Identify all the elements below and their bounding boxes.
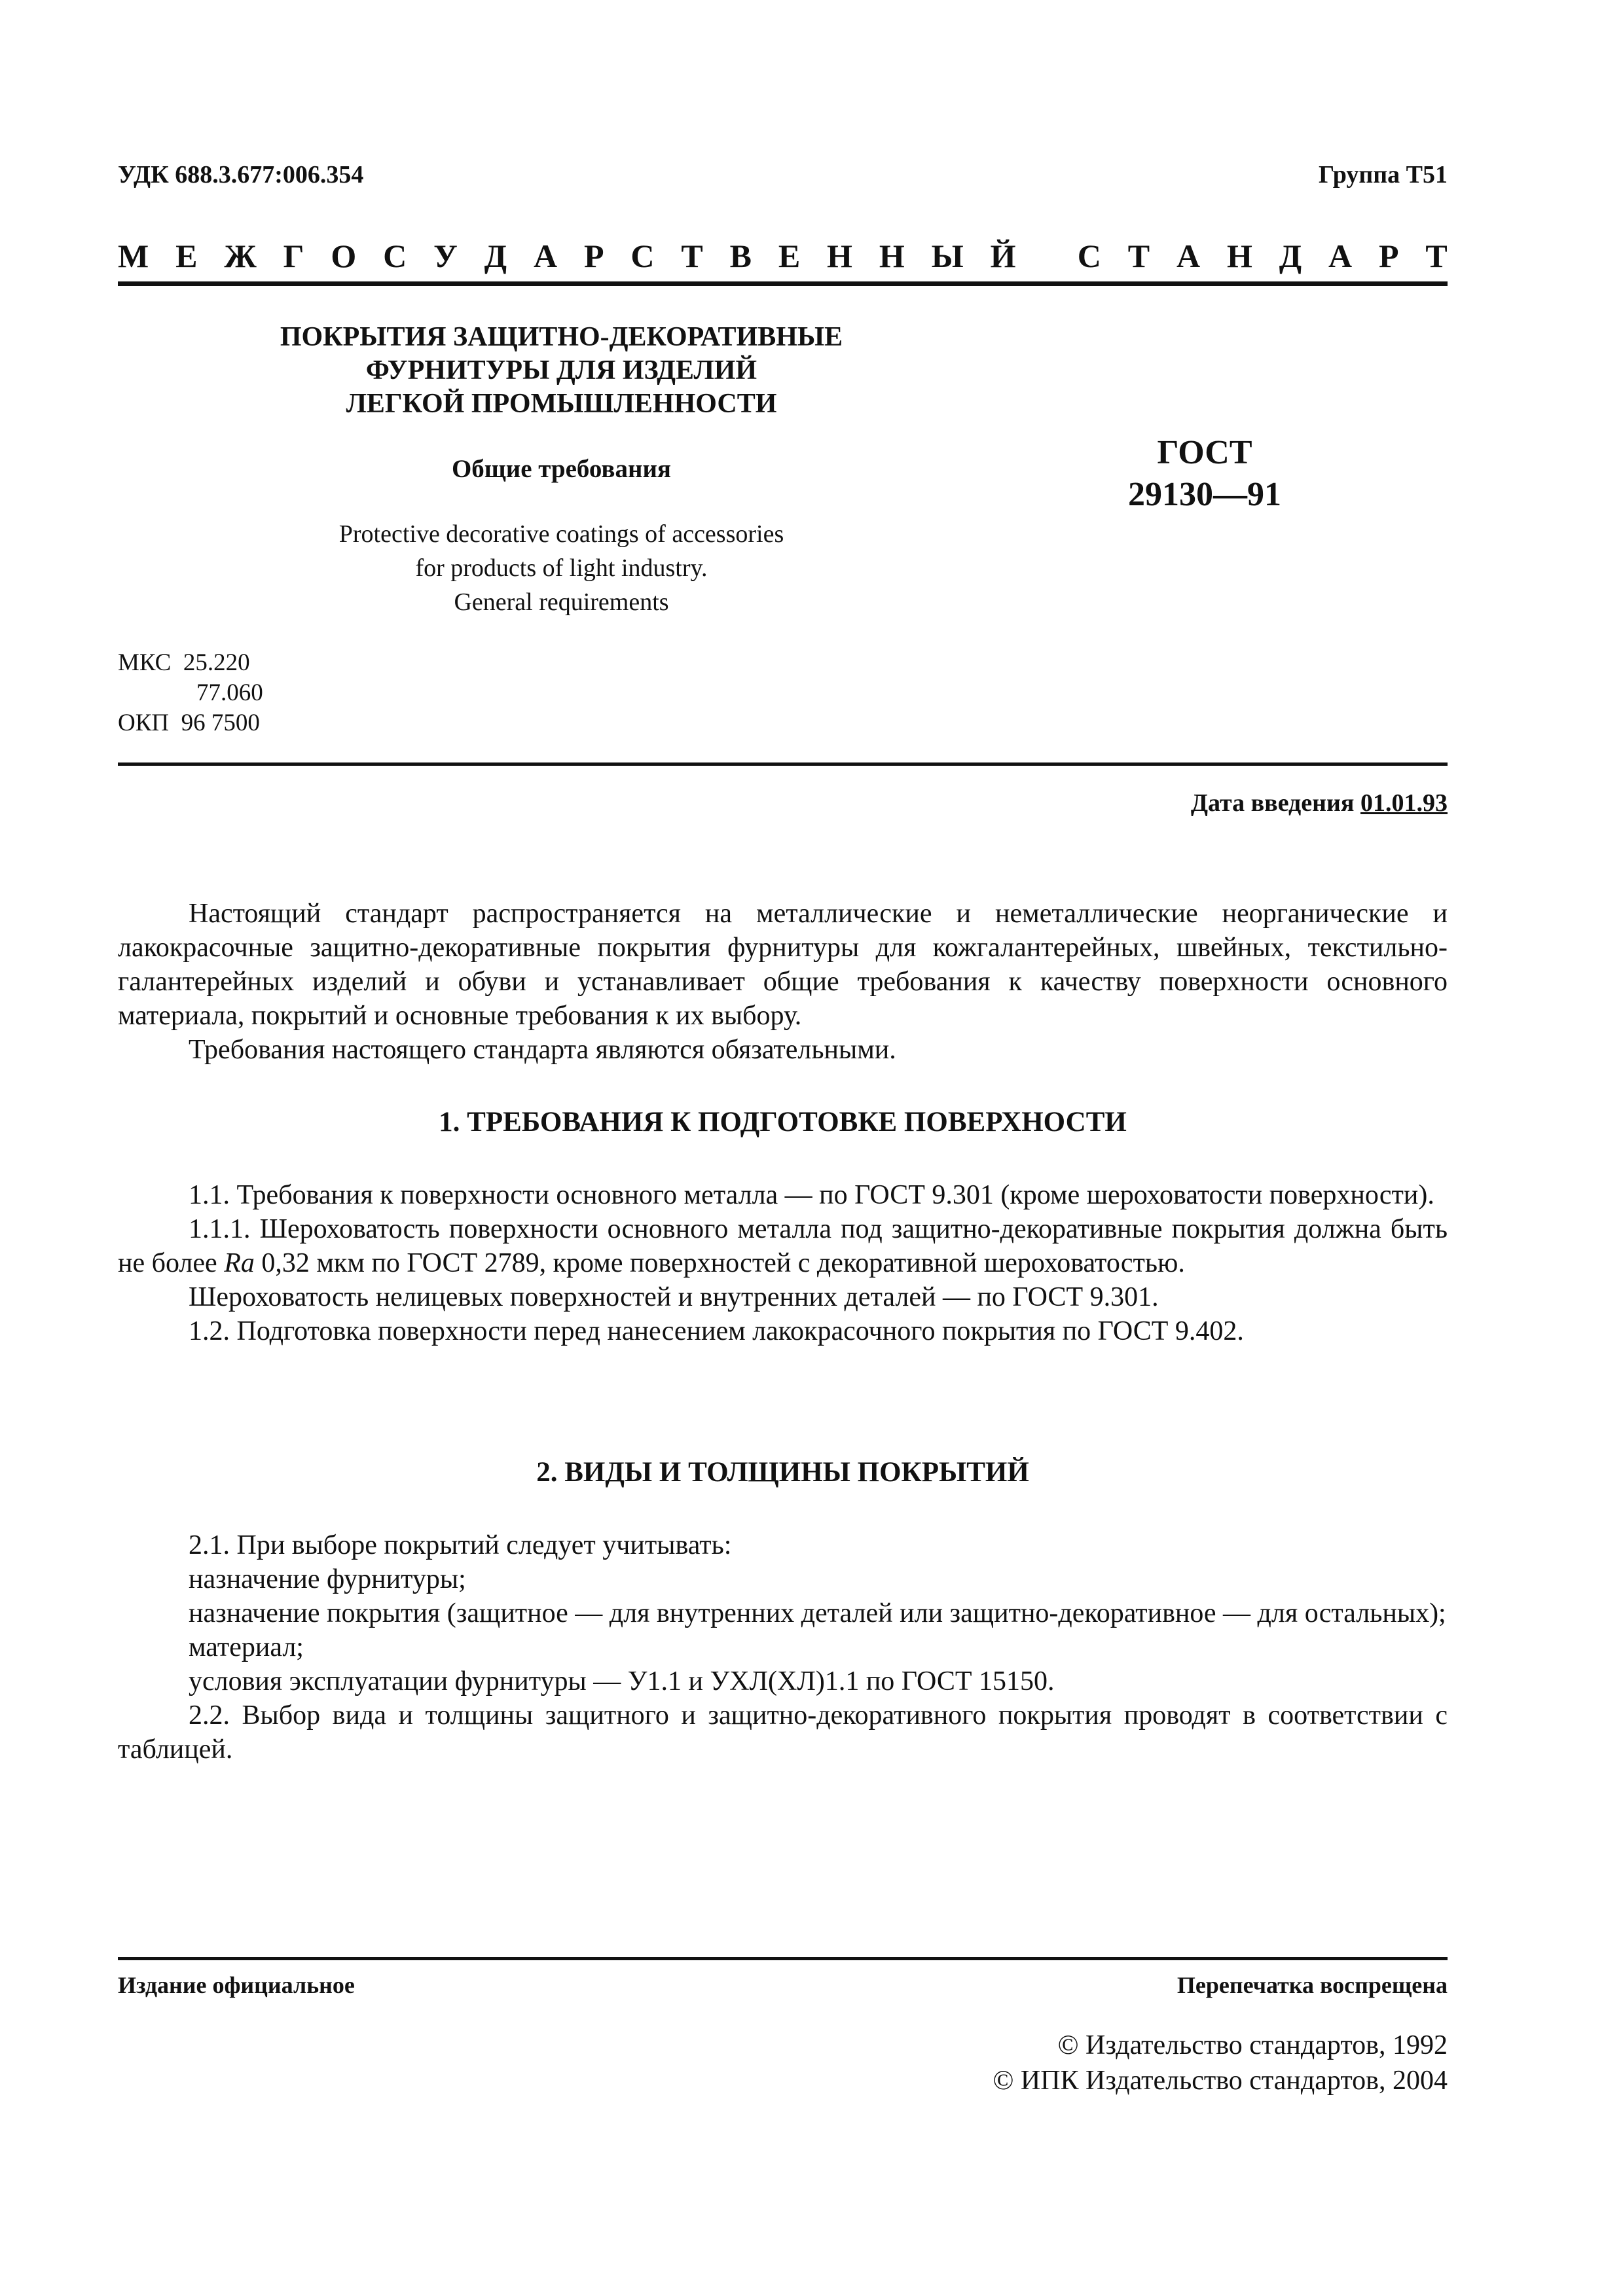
copyright-1: © Издательство стандартов, 1992 <box>1057 2030 1448 2060</box>
standard-banner <box>118 237 1448 275</box>
banner-letter: М <box>118 238 149 274</box>
clause-2-1-item-3: материал; <box>189 1632 304 1662</box>
introduction-date <box>1191 789 1448 817</box>
section-1-text <box>118 1178 1448 1348</box>
banner-letter: Ж <box>224 238 257 274</box>
mks-code-2: 77.060 <box>196 679 263 706</box>
footer-rule <box>118 1957 1448 1960</box>
banner-letter: Й <box>990 238 1016 274</box>
reprint-prohibited: Перепечатка воспрещена <box>1176 1972 1448 1998</box>
clause-1-2: 1.2. Подготовка поверхности перед нанесением лакокрасочного покрытия по ГОСТ 9.402. <box>189 1316 1244 1346</box>
clause-2-1-item-2: назначение покрытия (защитное — для внутренних деталей или защитно-декоративное — для остальных); <box>189 1598 1446 1628</box>
banner-letter: Р <box>1379 238 1399 274</box>
title-line-1: ПОКРЫТИЯ ЗАЩИТНО-ДЕКОРАТИВНЫЕ <box>280 322 843 352</box>
english-title-line-3: General requirements <box>454 588 669 616</box>
clause-1-1-1-start: 1.1.1. Шероховатость поверхности основного металла под защитно-декоративные покрытия должна быть не более <box>118 1214 1448 1278</box>
banner-letter: Н <box>879 238 905 274</box>
banner-letter: О <box>331 238 357 274</box>
gost-designation <box>1080 432 1329 516</box>
banner-letter: А <box>1328 238 1353 274</box>
classification-codes <box>118 648 263 738</box>
clause-2-1-item-1: назначение фурнитуры; <box>189 1564 466 1594</box>
english-title-line-1: Protective decorative coatings of accessories <box>338 520 784 548</box>
ra-symbol: Ra <box>224 1248 255 1278</box>
banner-letter: Д <box>484 238 507 274</box>
group-code: Группа Т51 <box>1318 161 1448 188</box>
banner-letter: С <box>1077 238 1101 274</box>
gost-number: 29130—91 <box>1128 476 1281 513</box>
intro-text <box>118 897 1448 1067</box>
banner-letter: Т <box>1127 238 1150 274</box>
section-1-heading: 1. ТРЕБОВАНИЯ К ПОДГОТОВКЕ ПОВЕРХНОСТИ <box>439 1107 1127 1138</box>
banner-letter: Ы <box>931 238 964 274</box>
intro-paragraph-2: Требования настоящего стандарта являются обязательными. <box>189 1035 896 1065</box>
intro-paragraph-1: Настоящий стандарт распространяется на металлические и неметаллические неорганические и лакокрасочные защитно-декоративные покрытия фурнитуры для кожгалантерейных, швейных, текстильно-галантерейных изделий и обуви и устанавливает общие требования к качеству поверхности основного материала, покрытий и основные требования к их выбору. <box>118 899 1448 1031</box>
document-subtitle: Общие требования <box>451 455 672 483</box>
clause-1-1-1 <box>118 1212 1448 1280</box>
clause-1-1-1-end: 0,32 мкм по ГОСТ 2789, кроме поверхностей с декоративной шероховатостью. <box>254 1248 1185 1278</box>
banner-letter: Д <box>1279 238 1302 274</box>
banner-letter: С <box>630 238 655 274</box>
banner-letter <box>1042 237 1051 275</box>
section-2-heading: 2. ВИДЫ И ТОЛЩИНЫ ПОКРЫТИЙ <box>536 1457 1029 1488</box>
gost-label: ГОСТ <box>1157 434 1252 471</box>
clause-1-1-1-note: Шероховатость нелицевых поверхностей и внутренних деталей — по ГОСТ 9.301. <box>189 1282 1159 1312</box>
banner-letter: В <box>729 238 752 274</box>
date-label: Дата введения <box>1190 789 1355 817</box>
banner-letter: Р <box>583 238 604 274</box>
copyright-2: © ИПК Издательство стандартов, 2004 <box>993 2066 1448 2096</box>
title-line-2: ФУРНИТУРЫ ДЛЯ ИЗДЕЛИЙ <box>365 355 757 386</box>
document-title <box>196 321 926 421</box>
banner-letter: Н <box>1226 238 1252 274</box>
section-2-text <box>118 1528 1448 1767</box>
okp-code: 96 7500 <box>181 709 260 736</box>
english-title-line-2: for products of light industry. <box>415 554 708 582</box>
banner-rule <box>118 281 1448 286</box>
date-value: 01.01.93 <box>1360 789 1448 817</box>
mks-label: МКС <box>118 649 172 676</box>
banner-letter: А <box>533 238 558 274</box>
banner-letter: У <box>433 238 458 274</box>
banner-letter: Е <box>175 238 198 274</box>
english-title <box>196 517 926 619</box>
banner-letter: Н <box>827 238 852 274</box>
banner-letter: Т <box>1425 238 1448 274</box>
clause-2-1: 2.1. При выборе покрытий следует учитывать: <box>189 1530 732 1560</box>
official-edition: Издание официальное <box>118 1972 355 1998</box>
banner-letter: С <box>383 238 407 274</box>
codes-rule <box>118 762 1448 766</box>
udk-code: УДК 688.3.677:006.354 <box>118 161 364 188</box>
clause-2-2: 2.2. Выбор вида и толщины защитного и защитно-декоративного покрытия проводят в соответствии с таблицей. <box>118 1700 1448 1765</box>
mks-code-1: 25.220 <box>183 649 250 676</box>
title-line-3: ЛЕГКОЙ ПРОМЫШЛЕННОСТИ <box>346 389 777 419</box>
copyright-block <box>993 2028 1448 2098</box>
clause-2-1-item-4: условия эксплуатации фурнитуры — У1.1 и УХЛ(ХЛ)1.1 по ГОСТ 15150. <box>189 1666 1055 1696</box>
banner-letter: А <box>1176 238 1201 274</box>
clause-1-1: 1.1. Требования к поверхности основного металла — по ГОСТ 9.301 (кроме шероховатости поверхности). <box>189 1180 1434 1210</box>
banner-letter: Т <box>681 238 703 274</box>
banner-letter: Г <box>283 238 304 274</box>
banner-letter: Е <box>778 238 801 274</box>
okp-label: ОКП <box>118 709 170 736</box>
